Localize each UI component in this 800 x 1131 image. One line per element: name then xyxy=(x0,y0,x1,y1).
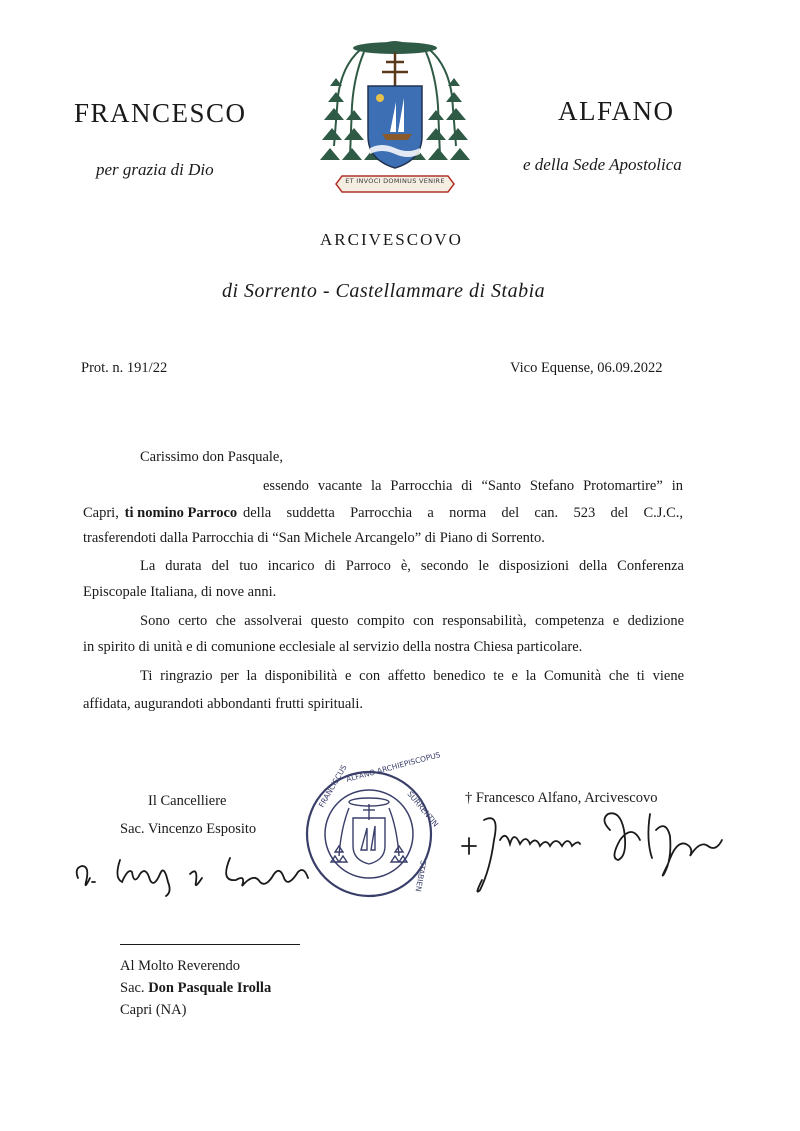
svg-text:STABIEN: STABIEN xyxy=(413,859,428,893)
salutation: Carissimo don Pasquale, xyxy=(140,449,283,465)
paragraph-2-line-2: Episcopale Italiana, di nove anni. xyxy=(83,584,277,600)
paragraph-1-line-1: essendo vacante la Parrocchia di “Santo Stefano Protomartire” in xyxy=(263,478,683,494)
appointment-phrase: ti nomino Parroco xyxy=(124,505,238,521)
separator-line xyxy=(120,944,300,945)
chancellor-signature-icon xyxy=(70,838,330,898)
place-date: Vico Equense, 06.09.2022 xyxy=(510,360,663,376)
archbishop-line: † Francesco Alfano, Arcivescovo xyxy=(465,790,658,806)
paragraph-1-line-2 xyxy=(83,506,683,521)
page-title: ARCIVESCOVO xyxy=(320,230,463,249)
paragraph-4-line-2: affidata, augurandoti abbondanti frutti spirituali. xyxy=(83,696,363,712)
p1-l2-end: della suddetta Parrocchia a norma del can. 523 del C.J.C., xyxy=(243,505,683,521)
header-last-name: ALFANO xyxy=(558,96,675,126)
recipient-name: Don Pasquale Irolla xyxy=(148,980,272,996)
recipient-line-1: Al Molto Reverendo xyxy=(120,958,241,974)
crest-motto: ET INVOCI DOMINUS VENIRE xyxy=(345,177,445,185)
header-left-subtitle: per grazia di Dio xyxy=(96,160,214,179)
svg-text:FRANCISCUS: FRANCISCUS xyxy=(316,763,349,809)
header-first-name: FRANCESCO xyxy=(74,98,247,128)
recipient-prefix: Sac. xyxy=(120,980,145,996)
chancellor-name: Sac. Vincenzo Esposito xyxy=(120,821,257,837)
paragraph-1-line-3: trasferendoti dalla Parrocchia di “San Michele Arcangelo” di Piano di Sorrento. xyxy=(83,530,545,546)
p1-l2-start: Capri, xyxy=(83,505,119,521)
svg-text:ALFANO ARCHIEPISCOPUS: ALFANO ARCHIEPISCOPUS xyxy=(345,750,442,784)
paragraph-4-line-1: Ti ringrazio per la disponibilità e con affetto benedico te e la Comunità che ti viene xyxy=(140,668,684,684)
recipient-line-3: Capri (NA) xyxy=(120,1002,187,1018)
svg-text:SURRENTIN: SURRENTIN xyxy=(405,789,441,829)
header-right-subtitle: e della Sede Apostolica xyxy=(523,155,682,174)
protocol-number: Prot. n. 191/22 xyxy=(81,360,168,376)
page-subtitle: di Sorrento - Castellammare di Stabia xyxy=(222,280,546,302)
coat-of-arms-icon xyxy=(320,36,470,198)
chancellor-title: Il Cancelliere xyxy=(148,793,227,809)
paragraph-3-line-1: Sono certo che assolverai questo compito con responsabilità, competenza e dedizione xyxy=(140,613,684,629)
paragraph-2-line-1: La durata del tuo incarico di Parroco è, secondo le disposizioni della Conferenza xyxy=(140,558,684,574)
recipient-line-2 xyxy=(120,980,271,997)
paragraph-3-line-2: in spirito di unità e di comunione ecclesiale al servizio della nostra Chiesa particolare. xyxy=(83,639,583,655)
archbishop-signature-icon xyxy=(460,800,740,900)
